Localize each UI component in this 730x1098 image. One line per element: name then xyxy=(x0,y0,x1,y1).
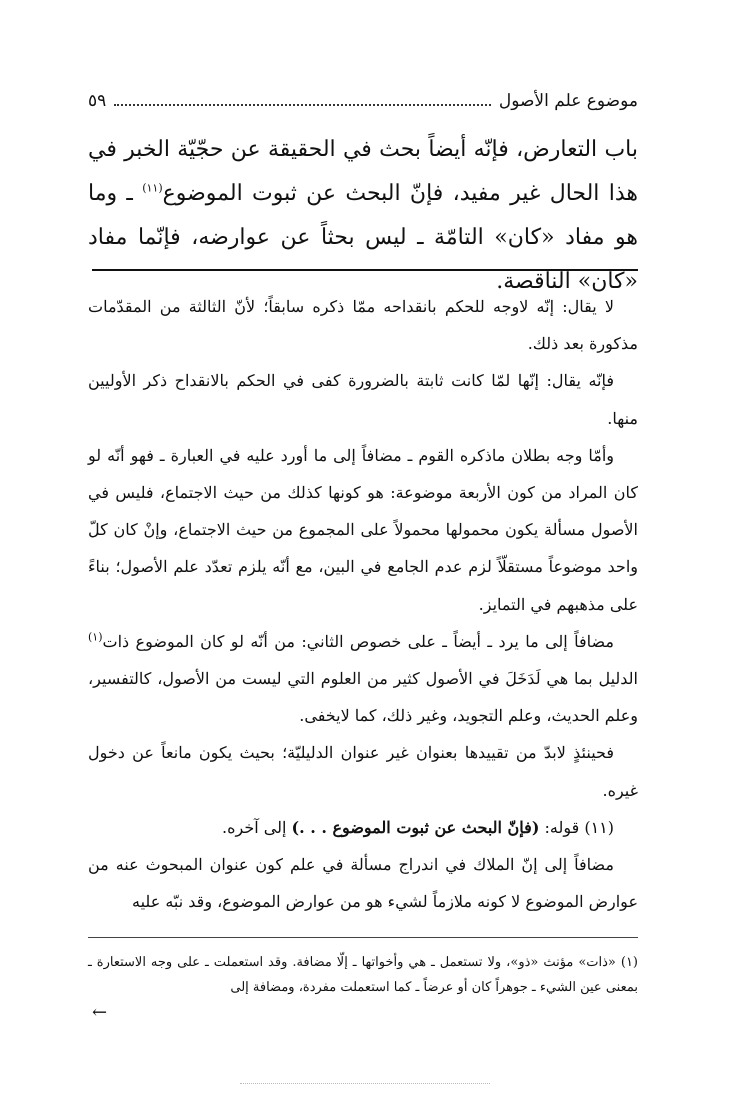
main-text xyxy=(88,128,638,304)
header-title: موضوع علم الأصول xyxy=(498,91,638,111)
main-paragraph-text: باب التعارض، فإنّه أيضاً بحث في الحقيقة عن حجّيّة الخبر في هذا الحال غير مفيد، فإنّ البحث عن ثبوت الموضوع xyxy=(88,137,638,206)
note-quote: (فإنّ البحث عن ثبوت الموضوع . . .) xyxy=(291,817,540,837)
footnote-marker-1: (١) xyxy=(88,630,103,644)
commentary-block xyxy=(88,288,638,920)
scan-edge xyxy=(240,1083,490,1084)
note-heading xyxy=(88,809,638,846)
footnote-block xyxy=(88,950,638,1000)
commentary-paragraph xyxy=(88,623,638,735)
note-number: (١١) قوله: xyxy=(539,817,614,837)
main-paragraph xyxy=(88,128,638,304)
commentary-paragraph: مضافاً إلى إنّ الملاك في اندراج مسألة في علم كون عنوان المبحوث عنه من عوارض الموضوع لا كونه ملازماً لشيء هو من عوارض الموضوع، وقد نبّه عليه xyxy=(88,855,638,912)
main-paragraph-tail: ـ وما هو مفاد «كان» التامّة ـ ليس بحثاً عن عوارضه، فإنّما مفاد «كان» الناقصة. xyxy=(88,181,638,294)
continue-arrow-icon: ← xyxy=(92,1002,108,1023)
section-divider xyxy=(92,269,638,271)
commentary-paragraph: فإنّه يقال: إنّها لمّا كانت ثابتة بالضرورة كفى في الحكم بالانقداح ذكر الأوليين منها. xyxy=(88,371,638,428)
commentary-text: مضافاً إلى ما يرد ـ أيضاً ـ على خصوص الثاني: من أنّه لو كان الموضوع ذات xyxy=(102,631,614,651)
commentary-paragraph: لا يقال: إنّه لاوجه للحكم بانقداحه ممّا ذكره سابقاً؛ لأنّ الثالثة من المقدّمات مذكورة بعد ذلك. xyxy=(88,297,638,354)
footnote-divider xyxy=(88,937,638,938)
page-number: ٥٩ xyxy=(88,91,107,111)
header-dot-leader xyxy=(114,104,491,106)
note-tail: إلى آخره. xyxy=(222,817,292,837)
running-header xyxy=(88,86,638,116)
footnote-marker-11: (١١) xyxy=(142,181,163,195)
commentary-paragraph: فحينئذٍ لابدّ من تقييدها بعنوان غير عنوان الدليليّة؛ بحيث يكون مانعاً عن دخول غيره. xyxy=(88,743,638,800)
commentary-text: الدليل بما هي لَدَخَلَ في الأصول كثير من العلوم التي ليست من الأصول، كالتفسير، وعلم الحديث، وعلم التجويد، وغير ذلك، كما لايخفى. xyxy=(88,669,638,726)
footnote-text: (١) «ذات» مؤنث «ذو»، ولا تستعمل ـ هي وأخواتها ـ إلّا مضافة. وقد استعملت ـ على وجه الاستعارة ـ بمعنى عين الشيء ـ جوهراً كان أو عرضاً ـ كما استعملت مفردة، ومضافة إلى xyxy=(88,955,638,995)
commentary-paragraph: وأمّا وجه بطلان ماذكره القوم ـ مضافاً إلى ما أورد عليه في العبارة ـ فهو أنّه لو كان المراد من كون الأربعة موضوعة: هو كونها كذلك من حيث الاجتماع، فليس في الأصول مسألة يكون محمولها محمولاً على المجموع من حيث الاجتماع، وإنْ كان كلّ واحد موضوعاً مستقلّاً لزم عدم الجامع في البين، مع أنّه يلزم تعدّد علم الأصول؛ بناءً على مذهبهم في التمايز. xyxy=(88,445,638,614)
